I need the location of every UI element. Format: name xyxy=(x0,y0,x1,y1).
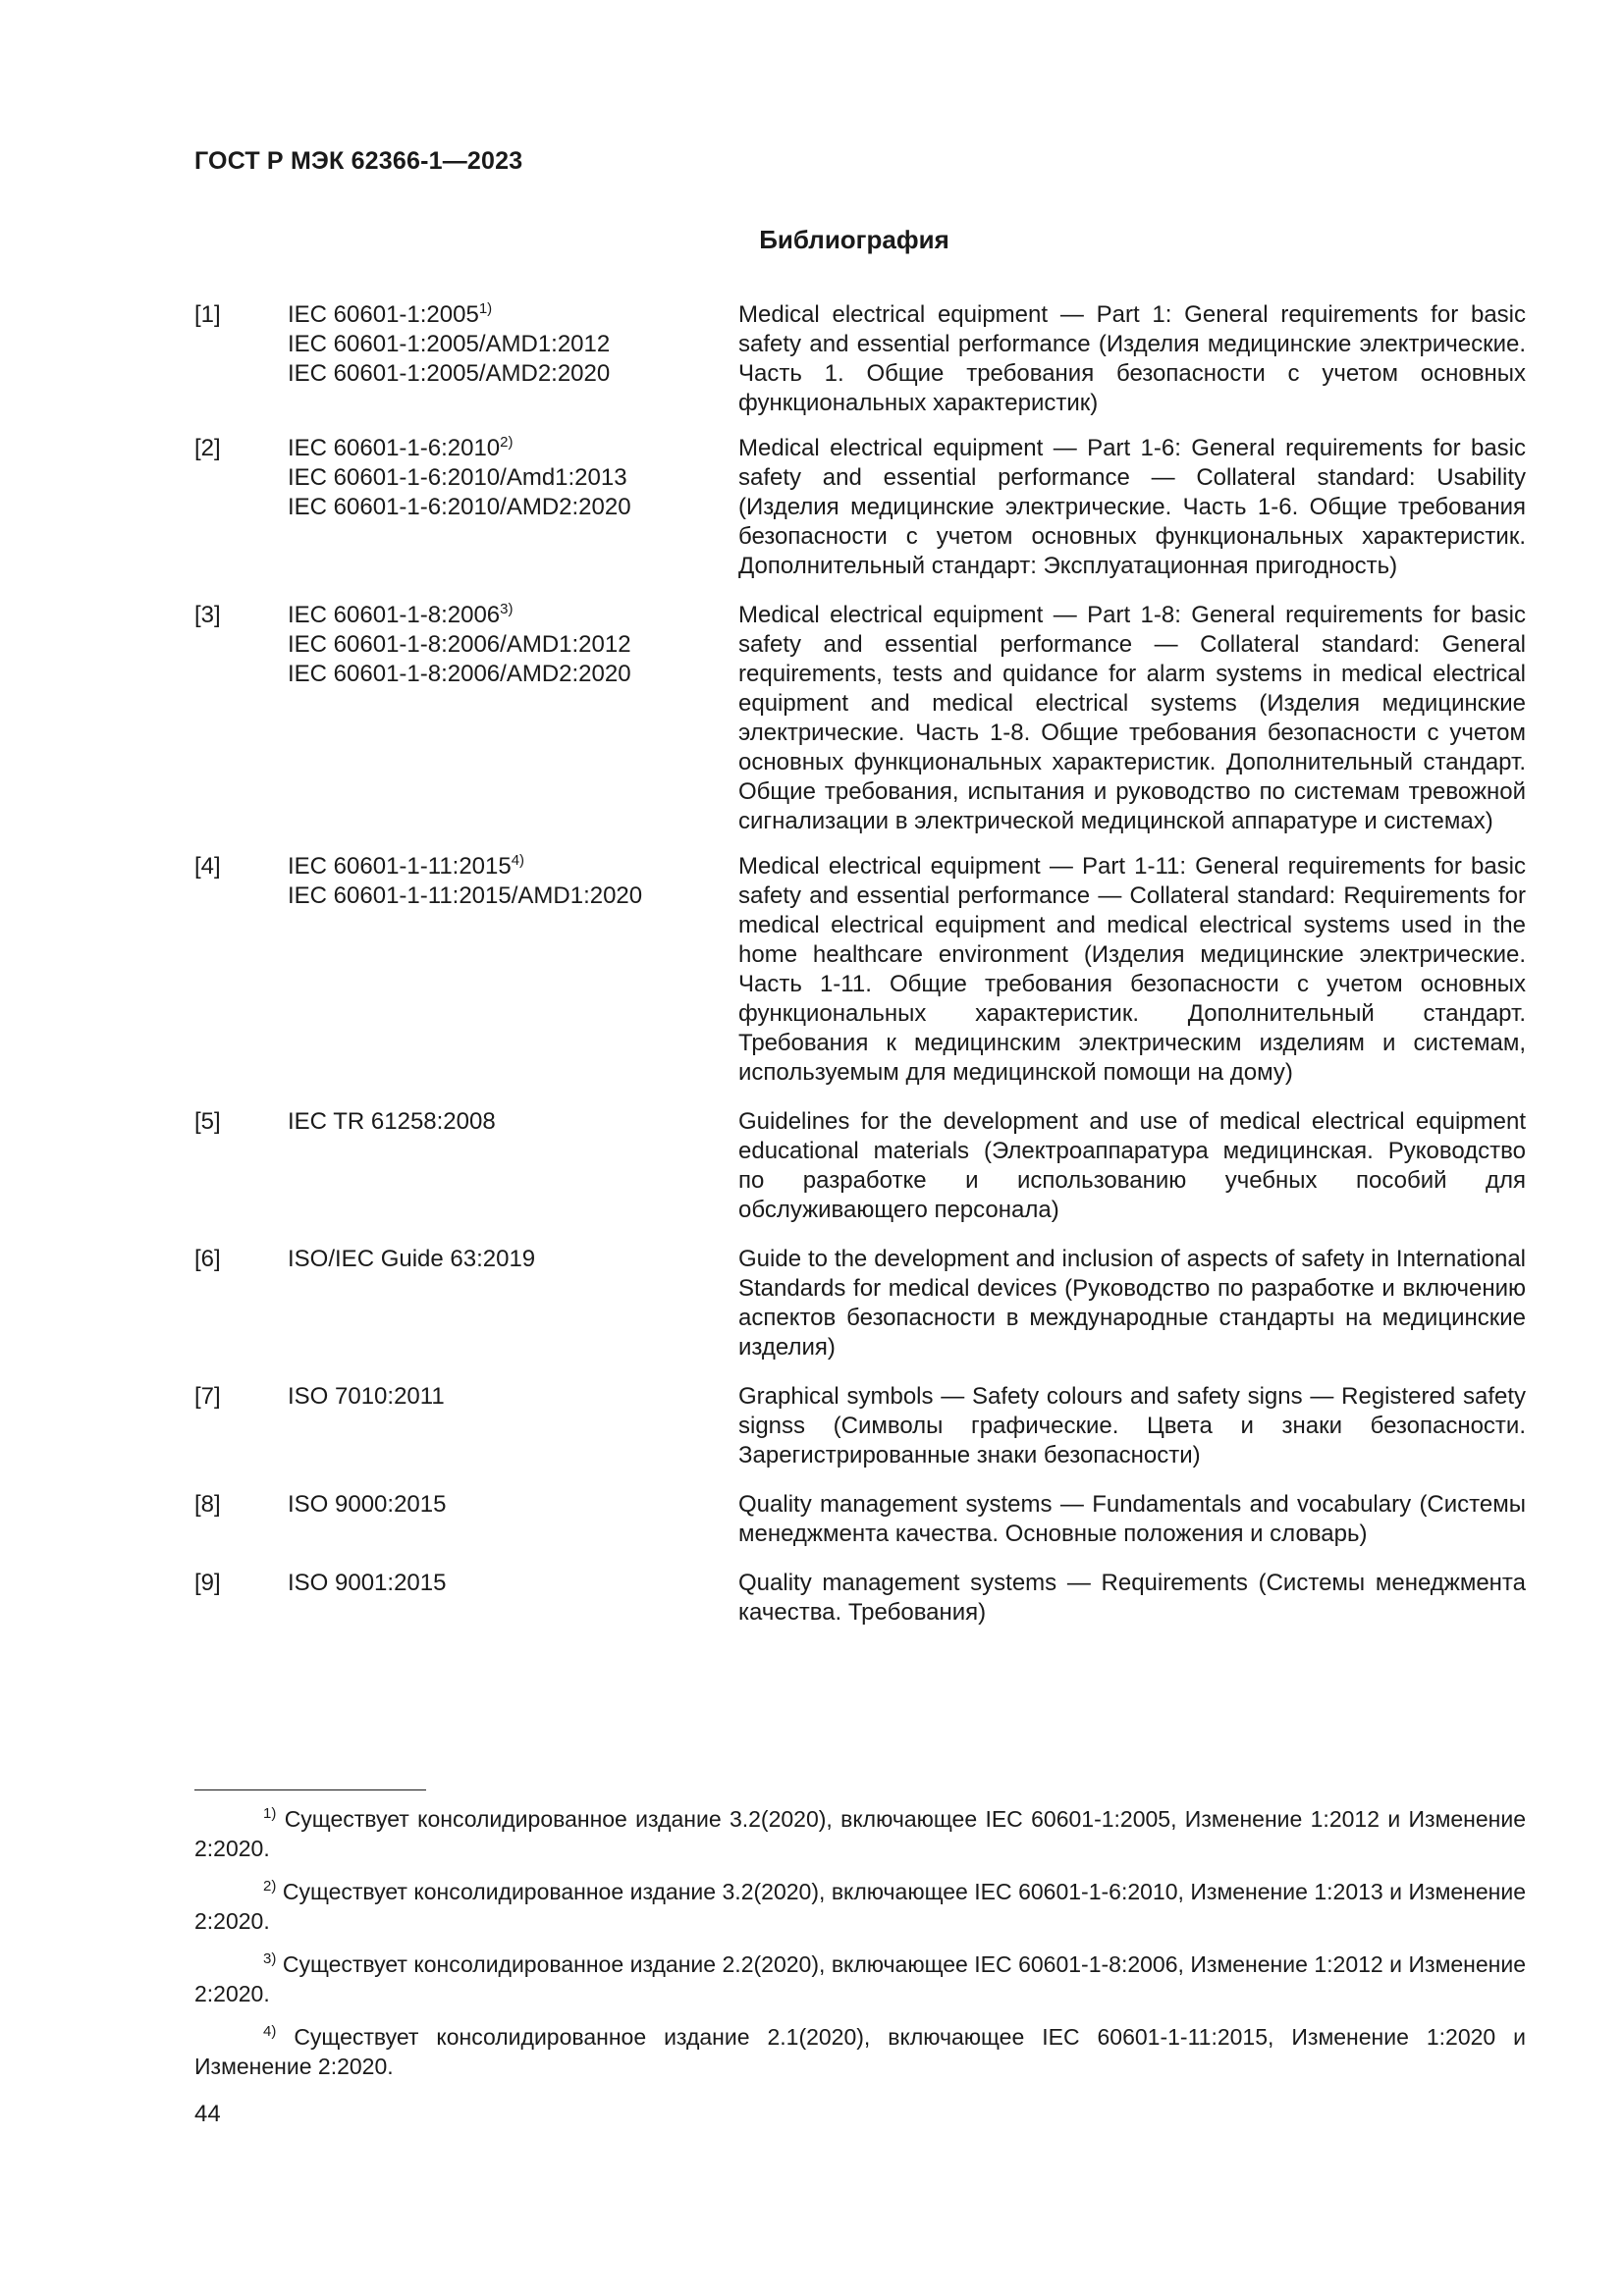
entry-references xyxy=(288,1382,818,1412)
entry-references xyxy=(288,1245,818,1274)
footnote-mark: 2) xyxy=(263,1878,277,1895)
entry-number: [4] xyxy=(194,853,221,880)
entry-number: [7] xyxy=(194,1383,221,1410)
entry-number: [6] xyxy=(194,1246,221,1272)
footnote-divider xyxy=(194,1789,426,1790)
entry-description: Graphical symbols — Safety colours and safety signs — Registered safety signss (Символы графические. Цвета и знаки безопасности. Зарегистрированные знаки безопасности) xyxy=(738,1383,1526,1468)
reference-code: ISO 9000:2015 xyxy=(288,1491,447,1518)
entry-references xyxy=(288,1490,818,1520)
section-title: Библиография xyxy=(759,225,949,254)
footnote-marker: 3) xyxy=(500,601,514,617)
reference-code: ISO 9001:2015 xyxy=(288,1570,447,1596)
entry-number: [2] xyxy=(194,435,221,461)
entry-references xyxy=(288,601,818,689)
entry-description: Medical electrical equipment — Part 1-6: General requirements for basic safety and essential performance — Collateral standard: Usability (Изделия медицинские электрические. Часть 1-6. Общие требования безопасности с учетом основных функциональных характеристик. Дополнительный стандарт: Эксплуатационная пригодность) xyxy=(738,435,1526,579)
document-code: ГОСТ Р МЭК 62366-1—2023 xyxy=(194,147,523,175)
reference-code: IEC 60601-1-6:2010$^{2)}$ xyxy=(288,434,514,461)
entry-references xyxy=(288,1107,818,1137)
reference-code: IEC 60601-1-11:2015$^{4)}$ xyxy=(288,852,525,880)
footnote-mark: 3) xyxy=(263,1950,277,1967)
footnote: $^{2)}$ Существует консолидированное издание 3.2(2020), включающее IEC 60601-1-6:2010, Изменение 1:2013 и Изменение 2:2020. xyxy=(194,1878,1527,1934)
bibliography-entry xyxy=(194,1490,1526,1549)
entry-description: Medical electrical equipment — Part 1-8: General requirements for basic safety and essential performance — Collateral standard: General requirements, tests and quidance for alarm systems in medical electrical equipment and medical electrical systems (Изделия медицинские электрические. Часть 1-8. Общие требования безопасности с учетом основных функциональных характеристик. Дополнительный стандарт. Общие требования, испытания и руководство по системам тревожной сигнализации в электрической медицинской аппаратуре и системах) xyxy=(738,602,1526,834)
bibliography-entry xyxy=(194,1245,1526,1362)
reference-code: IEC 60601-1-8:2006$^{3)}$ xyxy=(288,601,514,628)
entry-description: Quality management systems — Fundamentals and vocabulary (Системы менеджмента качества. Основные положения и словарь) xyxy=(738,1491,1526,1547)
entry-number: [5] xyxy=(194,1108,221,1135)
bibliography-entry xyxy=(194,601,1526,836)
footnote: $^{4)}$ Существует консолидированное издание 2.1(2020), включающее IEC 60601-1-11:2015, Изменение 1:2020 и Изменение 2:2020. xyxy=(194,2023,1526,2079)
entry-number: [3] xyxy=(194,602,221,628)
entry-description: Guidelines for the development and use of medical electrical equipment educational materials (Электроаппаратура медицинская. Руководство по разработке и использованию учебных пособий для обслуживающего персонала) xyxy=(738,1108,1526,1223)
reference-code: ISO/IEC Guide 63:2019 xyxy=(288,1246,536,1272)
footnote-marker: 1) xyxy=(478,300,493,317)
footnote: $^{1)}$ Существует консолидированное издание 3.2(2020), включающее IEC 60601-1:2005, Изменение 1:2012 и Изменение 2:2020. xyxy=(194,1805,1527,1861)
footnote-marker: 4) xyxy=(511,852,525,869)
entry-number: [8] xyxy=(194,1491,221,1518)
reference-code: ISO 7010:2011 xyxy=(288,1383,445,1410)
footnotes xyxy=(194,1804,1526,2095)
footnote-marker: 2) xyxy=(500,434,514,451)
footnote-mark: 1) xyxy=(263,1805,277,1822)
bibliography-entry xyxy=(194,852,1526,1088)
bibliography-entry xyxy=(194,434,1526,581)
entry-description: Medical electrical equipment — Part 1: General requirements for basic safety and essential performance (Изделия медицинские электрические. Часть 1. Общие требования безопасности с учетом основных функциональных характеристик) xyxy=(738,301,1526,416)
entry-description: Guide to the development and inclusion of aspects of safety in International Standards for medical devices (Руководство по разработке и включению аспектов безопасности в международные стандарты на медицинские изделия) xyxy=(738,1246,1526,1361)
reference-code: IEC 60601-1:2005/AMD2:2020 xyxy=(288,360,611,387)
reference-code: IEC 60601-1-6:2010/Amd1:2013 xyxy=(288,464,627,491)
entry-description: Quality management systems — Requirements (Системы менеджмента качества. Требования) xyxy=(738,1570,1526,1626)
reference-code: IEC 60601-1-6:2010/AMD2:2020 xyxy=(288,494,631,520)
reference-code: IEC 60601-1:2005$^{1)}$ xyxy=(288,300,493,328)
entry-references xyxy=(288,852,818,911)
reference-code: IEC 60601-1-11:2015/AMD1:2020 xyxy=(288,882,643,909)
bibliography-entry xyxy=(194,300,1526,418)
reference-code: IEC 60601-1-8:2006/AMD1:2012 xyxy=(288,631,631,658)
reference-code: IEC 60601-1-8:2006/AMD2:2020 xyxy=(288,661,631,687)
entry-references xyxy=(288,434,818,522)
footnote-mark: 4) xyxy=(263,2023,277,2040)
bibliography-entry xyxy=(194,1382,1526,1470)
footnote: $^{3)}$ Существует консолидированное издание 2.2(2020), включающее IEC 60601-1-8:2006, Изменение 1:2012 и Изменение 2:2020. xyxy=(194,1950,1527,2006)
bibliography-list xyxy=(194,300,1526,1628)
reference-code: IEC TR 61258:2008 xyxy=(288,1108,496,1135)
bibliography-entry xyxy=(194,1107,1526,1225)
entry-number: [1] xyxy=(194,301,221,328)
entry-description: Medical electrical equipment — Part 1-11: General requirements for basic safety and essential performance — Collateral standard: Requirements for medical electrical equipment and medical electrical systems used in the home healthcare environment (Изделия медицинские электрические. Часть 1-11. Общие требования безопасности с учетом основных функциональных характеристик. Дополнительный стандарт. Требования к медицинским электрическим изделиям и системам, используемым для медицинской помощи на дому) xyxy=(738,853,1526,1086)
reference-code: IEC 60601-1:2005/AMD1:2012 xyxy=(288,331,611,357)
bibliography-entry xyxy=(194,1569,1526,1628)
page-number: 44 xyxy=(194,2101,221,2127)
entry-number: [9] xyxy=(194,1570,221,1596)
entry-references xyxy=(288,1569,818,1598)
entry-references xyxy=(288,300,818,389)
